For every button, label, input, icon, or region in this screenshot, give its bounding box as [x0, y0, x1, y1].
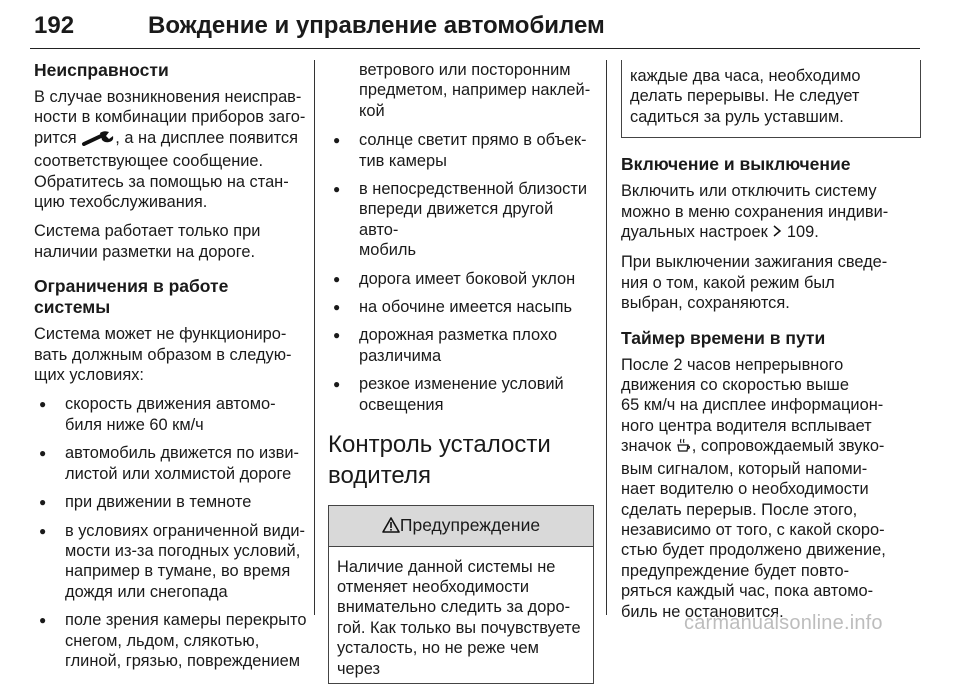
- page-header: [30, 8, 920, 49]
- list-item: ● в условиях ограниченной види- мости из-за погодных условий, например в тумане, во время дождя или снегопада: [34, 521, 308, 603]
- timer-paragraph: После 2 часов непрерывного движения со скоростью выше 65 км/ч на дисплее информацион- ного центра водителя всплывает значок , сопровождаемый звуко- вым сигналом, который напоми- нает водителю о необходимости сделать перерыв. После этого, независимо от того, с какой скоро- стью будет продолжено движение, предупреждение будет повто- ряться каждый час, пока автомо- биль не остановится.: [621, 355, 886, 621]
- warning-header: [329, 506, 593, 546]
- coffee-cup-icon: [676, 438, 692, 458]
- list-item: ● поле зрения камеры перекрыто снегом, льдом, слякотью, глиной, грязью, повреждением: [34, 610, 308, 671]
- list-item: ● автомобиль движется по изви- листой или холмистой дороге: [34, 443, 308, 484]
- list-item: ● скорость движения автомо- биля ниже 60 км/ч: [34, 394, 308, 435]
- watermark: carmanualsonline.info: [684, 612, 883, 634]
- page-number: 192: [34, 12, 75, 39]
- list-item: ● резкое изменение условий освещения: [328, 374, 594, 415]
- works-only-paragraph: Система работает только при наличии разметки на дороге.: [34, 222, 261, 261]
- list-item: ● при движении в темноте: [34, 492, 308, 512]
- column-right: [621, 60, 921, 631]
- page-reference-arrow-icon: [772, 223, 782, 243]
- heading-malfunction: Неисправности: [34, 60, 169, 80]
- warning-box-continued: каждые два часа, необходимо делать перерывы. Не следует садиться за руль уставшим.: [621, 60, 921, 138]
- continuation-text: ветрового или посторонним предметом, например наклей- кой: [359, 61, 591, 120]
- limits-list: [34, 394, 308, 671]
- limits-intro: Система может не функциониро- вать должным образом в следую- щих условиях:: [34, 325, 292, 385]
- on-off-paragraph-1: Включить или отключить систему можно в меню сохранения индиви- дуальных настроек 109.: [621, 181, 921, 243]
- list-item: ● в непосредственной близости впереди движется другой авто- мобиль: [328, 179, 594, 261]
- list-item: ● дорожная разметка плохо различима: [328, 325, 594, 366]
- warning-triangle-icon: [382, 517, 400, 537]
- warning-text: Наличие данной системы не отменяет необходимости внимательно следить за доро- гой. Как только вы почувствуете усталость, но не реже чем через: [337, 557, 581, 678]
- heading-timer: Таймер времени в пути: [621, 327, 826, 348]
- page-reference[interactable]: 109.: [786, 223, 819, 242]
- heading-fatigue: Контроль усталости водителя: [328, 431, 551, 490]
- warning-title: Предупреждение: [399, 515, 541, 536]
- column-divider-1: [314, 60, 315, 615]
- column-divider-2: [606, 60, 607, 615]
- page-title: Вождение и управление автомобилем: [148, 12, 605, 39]
- wrench-icon: [81, 130, 115, 151]
- list-item: ● на обочине имеется насыпь: [328, 297, 594, 317]
- heading-limits: Ограничения в работе системы: [34, 276, 229, 318]
- column-middle: [328, 60, 594, 684]
- column-left: [34, 60, 308, 679]
- limits-list-continued: [328, 130, 594, 415]
- malfunction-paragraph: В случае возникновения неисправ- ности в комбинации приборов заго- рится , а на дисплее появится соответствующее сообщение. Обратитесь за помощью на стан- цию техобслуживания.: [34, 88, 306, 212]
- warning-box: [328, 505, 594, 684]
- heading-on-off: Включение и выключение: [621, 154, 851, 175]
- list-item: ● дорога имеет боковой уклон: [328, 269, 594, 289]
- on-off-paragraph-2: При выключении зажигания сведе- ния о том, какой режим был выбран, сохраняются.: [621, 253, 888, 313]
- list-item: ● солнце светит прямо в объек- тив камеры: [328, 130, 594, 171]
